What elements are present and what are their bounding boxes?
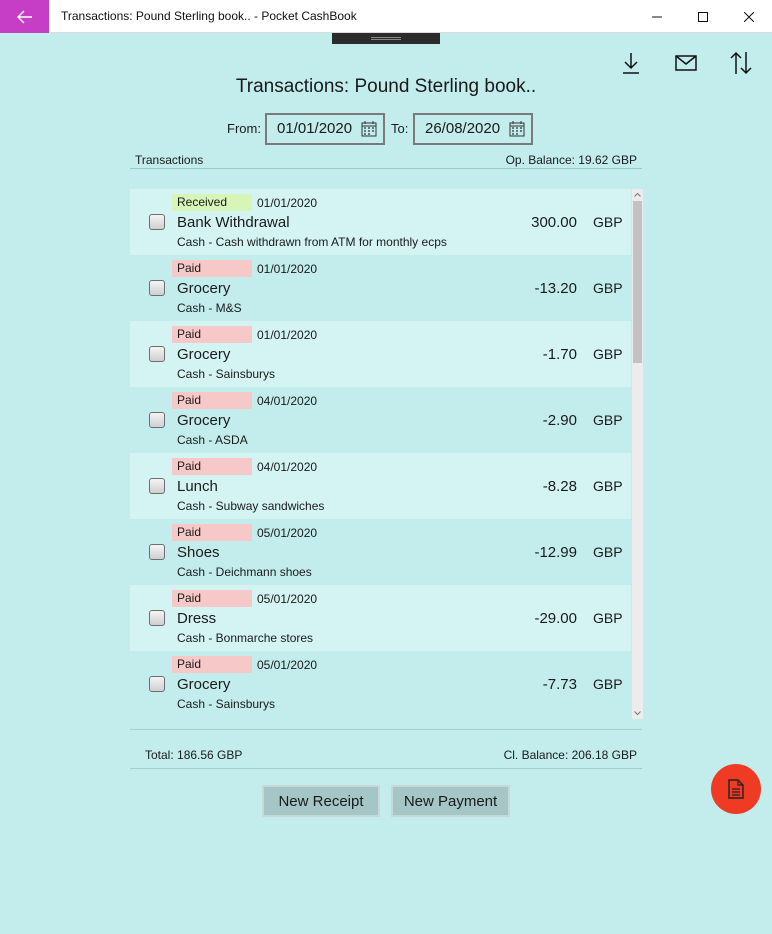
transaction-category: Grocery xyxy=(177,280,231,297)
new-payment-button[interactable]: New Payment xyxy=(391,785,510,817)
download-icon xyxy=(622,52,640,74)
transaction-amount: -29.00 xyxy=(534,610,577,627)
status-badge: Paid xyxy=(172,656,252,673)
transaction-category: Dress xyxy=(177,610,217,627)
transaction-row[interactable] xyxy=(130,453,631,519)
opening-balance: Op. Balance: 19.62 GBP xyxy=(505,153,637,167)
maximize-button[interactable] xyxy=(680,0,726,33)
transaction-description: Cash - ASDA xyxy=(177,433,248,447)
to-date-picker[interactable] xyxy=(413,113,533,145)
status-badge: Paid xyxy=(172,590,252,607)
transaction-list[interactable] xyxy=(130,189,643,719)
report-button[interactable] xyxy=(711,764,761,814)
transaction-row[interactable] xyxy=(130,189,631,255)
chevron-down-icon xyxy=(634,711,641,716)
download-button[interactable] xyxy=(614,48,648,78)
window-title: Transactions: Pound Sterling book.. - Pocket CashBook xyxy=(61,9,357,23)
maximize-icon xyxy=(698,12,708,22)
transaction-currency: GBP xyxy=(593,544,623,560)
chevron-up-icon xyxy=(634,192,641,197)
transaction-row[interactable] xyxy=(130,651,631,717)
transaction-currency: GBP xyxy=(593,478,623,494)
transaction-row[interactable] xyxy=(130,585,631,651)
transaction-category: Lunch xyxy=(177,478,218,495)
transaction-currency: GBP xyxy=(593,676,623,692)
transaction-currency: GBP xyxy=(593,280,623,296)
to-label: To: xyxy=(391,121,409,136)
minimize-button[interactable] xyxy=(634,0,680,33)
status-badge: Paid xyxy=(172,326,252,343)
transaction-amount: 300.00 xyxy=(531,214,577,231)
transaction-date: 05/01/2020 xyxy=(257,592,318,606)
scroll-up-button[interactable] xyxy=(632,189,643,200)
from-date-value: 01/01/2020 xyxy=(277,120,353,137)
section-label: Transactions xyxy=(135,153,204,167)
scroll-thumb[interactable] xyxy=(633,201,642,363)
transaction-row[interactable] xyxy=(130,321,631,387)
transaction-row[interactable] xyxy=(130,255,631,321)
transaction-amount: -7.73 xyxy=(542,676,577,693)
transaction-amount: -1.70 xyxy=(542,346,577,363)
new-receipt-button[interactable]: New Receipt xyxy=(262,785,380,817)
transaction-currency: GBP xyxy=(593,214,623,230)
transaction-date: 04/01/2020 xyxy=(257,394,318,408)
row-checkbox[interactable] xyxy=(149,214,165,230)
from-label: From: xyxy=(227,121,261,136)
status-badge: Paid xyxy=(172,260,252,277)
transaction-description: Cash - Deichmann shoes xyxy=(177,565,312,579)
transaction-description: Cash - Sainsburys xyxy=(177,697,276,711)
transaction-category: Shoes xyxy=(177,544,220,561)
transaction-currency: GBP xyxy=(593,610,623,626)
arrow-left-icon xyxy=(17,10,33,24)
transaction-row[interactable] xyxy=(130,519,631,585)
transaction-description: Cash - Cash withdrawn from ATM for monthly ecps xyxy=(177,235,447,249)
closing-balance: Cl. Balance: 206.18 GBP xyxy=(503,748,637,762)
transaction-date: 05/01/2020 xyxy=(257,526,318,540)
row-checkbox[interactable] xyxy=(149,610,165,626)
transaction-description: Cash - Sainsburys xyxy=(177,367,276,381)
transaction-date: 04/01/2020 xyxy=(257,460,318,474)
row-checkbox[interactable] xyxy=(149,280,165,296)
transaction-currency: GBP xyxy=(593,346,623,362)
calendar-icon xyxy=(509,121,525,137)
status-badge: Received xyxy=(172,194,252,211)
status-badge: Paid xyxy=(172,524,252,541)
transaction-date: 01/01/2020 xyxy=(257,262,318,276)
status-badge: Paid xyxy=(172,458,252,475)
transaction-amount: -8.28 xyxy=(542,478,577,495)
transaction-date: 01/01/2020 xyxy=(257,196,318,210)
row-checkbox[interactable] xyxy=(149,478,165,494)
sort-button[interactable] xyxy=(724,48,758,78)
close-button[interactable] xyxy=(726,0,772,33)
scroll-down-button[interactable] xyxy=(632,708,643,719)
transaction-amount: -2.90 xyxy=(542,412,577,429)
row-checkbox[interactable] xyxy=(149,676,165,692)
transaction-category: Grocery xyxy=(177,346,231,363)
transaction-description: Cash - M&S xyxy=(177,301,242,315)
total-amount: Total: 186.56 GBP xyxy=(145,748,243,762)
calendar-icon xyxy=(361,121,377,137)
document-icon xyxy=(728,779,744,799)
list-header xyxy=(130,152,642,169)
scrollbar[interactable] xyxy=(632,189,643,719)
transaction-date: 05/01/2020 xyxy=(257,658,318,672)
footer-divider xyxy=(130,768,642,769)
close-icon xyxy=(744,12,754,22)
transaction-category: Grocery xyxy=(177,676,231,693)
title-bar xyxy=(0,0,772,33)
transaction-amount: -12.99 xyxy=(534,544,577,561)
row-checkbox[interactable] xyxy=(149,346,165,362)
transaction-amount: -13.20 xyxy=(534,280,577,297)
back-button[interactable] xyxy=(0,0,49,33)
email-button[interactable] xyxy=(669,48,703,78)
page-title: Transactions: Pound Sterling book.. xyxy=(235,76,537,97)
row-checkbox[interactable] xyxy=(149,412,165,428)
transaction-category: Grocery xyxy=(177,412,231,429)
transaction-date: 01/01/2020 xyxy=(257,328,318,342)
transaction-description: Cash - Subway sandwiches xyxy=(177,499,325,513)
to-date-value: 26/08/2020 xyxy=(425,120,501,137)
drag-handle[interactable] xyxy=(332,33,440,44)
status-badge: Paid xyxy=(172,392,252,409)
sort-icon xyxy=(730,51,752,75)
transaction-currency: GBP xyxy=(593,412,623,428)
row-checkbox[interactable] xyxy=(149,544,165,560)
minimize-icon xyxy=(652,12,662,22)
from-date-picker[interactable] xyxy=(265,113,385,145)
transaction-description: Cash - Bonmarche stores xyxy=(177,631,314,645)
mail-icon xyxy=(675,55,697,71)
transaction-category: Bank Withdrawal xyxy=(177,214,290,231)
footer-divider xyxy=(130,729,642,730)
transaction-row[interactable] xyxy=(130,387,631,453)
